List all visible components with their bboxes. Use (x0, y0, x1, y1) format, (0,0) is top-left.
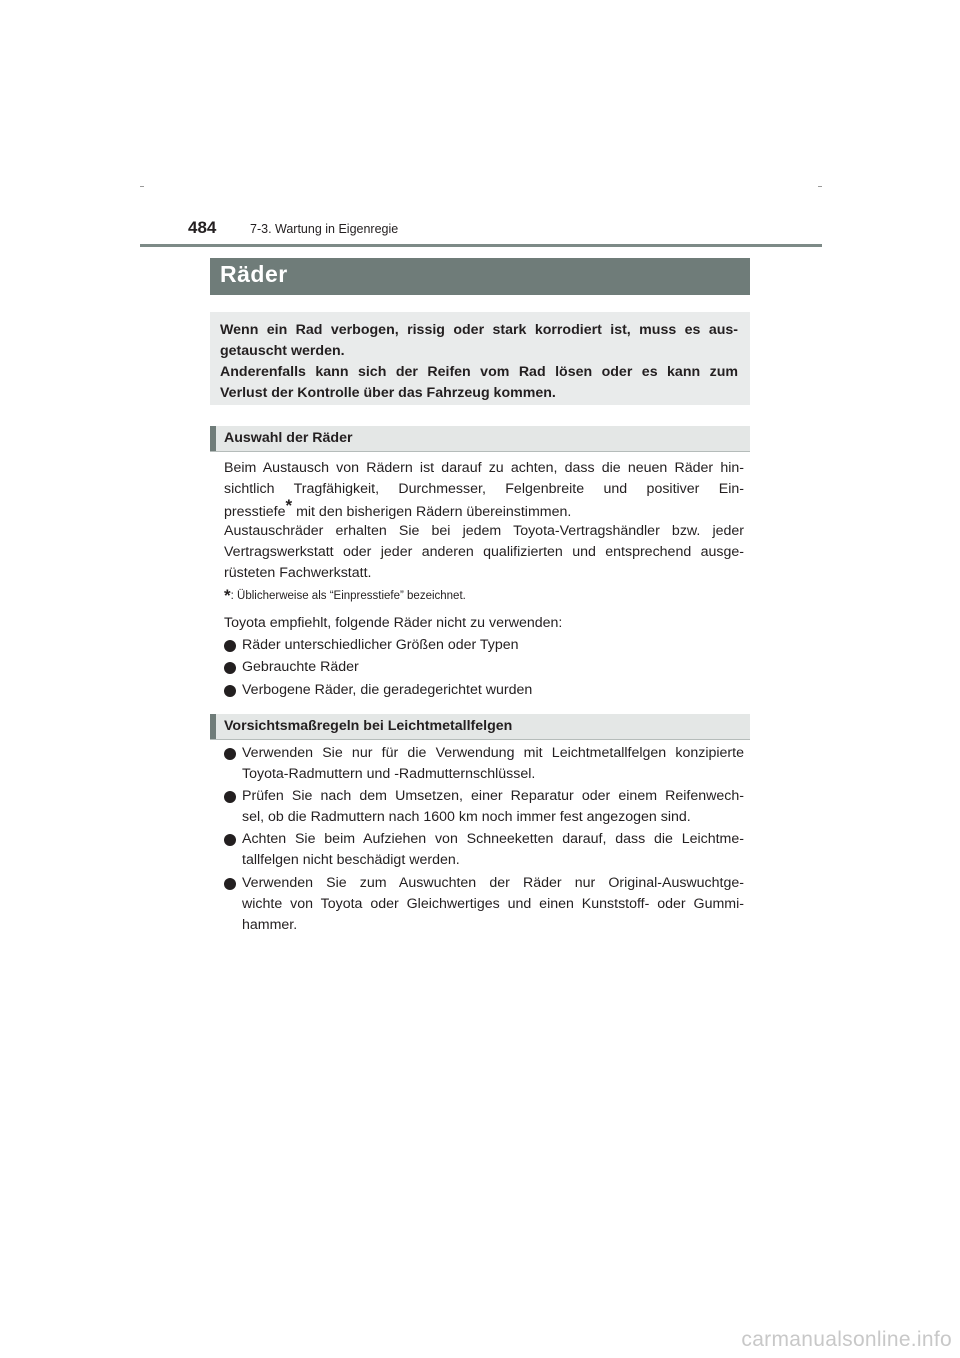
body-text: presstiefe (224, 504, 286, 520)
footnote-reference: * (285, 496, 293, 515)
bullet-icon (224, 685, 236, 697)
list-item-line: wichte von Toyota oder Gleichwertiges und einen Kunststoff- oder Gummi- (242, 896, 744, 912)
intro-line-4: Verlust der Kontrolle über das Fahrzeug kommen. (220, 385, 556, 401)
intro-box (210, 312, 750, 405)
body-line: Vertragswerkstatt oder jeder anderen qualifizierten und entsprechend ausge- (224, 544, 744, 560)
header-rule (140, 244, 822, 247)
list-item-line: Verwenden Sie nur für die Verwendung mit Leichtmetallfelgen konzipierte (242, 745, 744, 761)
crop-mark-right (818, 186, 822, 187)
intro-line-2: getauscht werden. (220, 343, 345, 359)
bullet-icon (224, 878, 236, 890)
bullet-icon (224, 791, 236, 803)
crop-mark-left (140, 186, 144, 187)
section-label: 7-3. Wartung in Eigenregie (250, 222, 399, 236)
footnote-marker: * (224, 586, 231, 605)
section-heading-wheel-selection (210, 426, 750, 452)
list-item-line: hammer. (242, 917, 298, 933)
heading-accent (210, 714, 216, 739)
watermark: carmanualsonline.info (741, 1328, 952, 1351)
bullet-icon (224, 748, 236, 760)
body-line-with-footnote-ref (224, 496, 744, 523)
body-line: sichtlich Tragfähigkeit, Durchmesser, Felgenbreite und positiver Ein- (224, 481, 744, 497)
list-item-line: Achten Sie beim Aufziehen von Schneeketten darauf, dass die Leichtme- (242, 831, 744, 847)
list-item: Verbogene Räder, die geradegerichtet wurden (242, 682, 533, 698)
running-header (188, 218, 828, 246)
body-line: Austauschräder erhalten Sie bei jedem Toyota-Vertragshändler bzw. jeder (224, 523, 744, 539)
body-line: rüsteten Fachwerkstatt. (224, 565, 372, 581)
section-heading-text: Vorsichtsmaßregeln bei Leichtmetallfelgen (224, 718, 513, 734)
body-line: Beim Austausch von Rädern ist darauf zu achten, dass die neuen Räder hin- (224, 460, 744, 476)
list-item: Gebrauchte Räder (242, 659, 359, 675)
footnote (224, 586, 466, 606)
title-bar (210, 258, 750, 295)
page-title: Räder (220, 261, 288, 287)
bullet-icon (224, 640, 236, 652)
section-heading-text: Auswahl der Räder (224, 430, 353, 446)
list-item-line: Toyota-Radmuttern und -Radmutternschlüssel. (242, 766, 536, 782)
list-item: Räder unterschiedlicher Größen oder Typen (242, 637, 519, 653)
section-heading-alloy-precautions (210, 714, 750, 740)
list-item-line: Verwenden Sie zum Auswuchten der Räder nur Original-Auswuchtge- (242, 875, 744, 891)
footnote-text: : Üblicherweise als “Einpresstiefe” bezeichnet. (230, 590, 466, 602)
list-item-line: Prüfen Sie nach dem Umsetzen, einer Reparatur oder einem Reifenwech- (242, 788, 744, 804)
intro-line-1: Wenn ein Rad verbogen, rissig oder stark korrodiert ist, muss es aus- (220, 322, 738, 338)
page-number: 484 (188, 218, 217, 237)
list-item-line: tallfelgen nicht beschädigt werden. (242, 852, 460, 868)
list-item-line: sel, ob die Radmuttern nach 1600 km noch immer fest angezogen sind. (242, 809, 691, 825)
recommendation-text: Toyota empfiehlt, folgende Räder nicht zu verwenden: (224, 615, 563, 631)
bullet-icon (224, 662, 236, 674)
bullet-icon (224, 834, 236, 846)
body-text: mit den bisherigen Rädern übereinstimmen. (292, 504, 572, 520)
intro-line-3: Anderenfalls kann sich der Reifen vom Rad lösen oder es kann zum (220, 364, 738, 380)
heading-accent (210, 426, 216, 451)
